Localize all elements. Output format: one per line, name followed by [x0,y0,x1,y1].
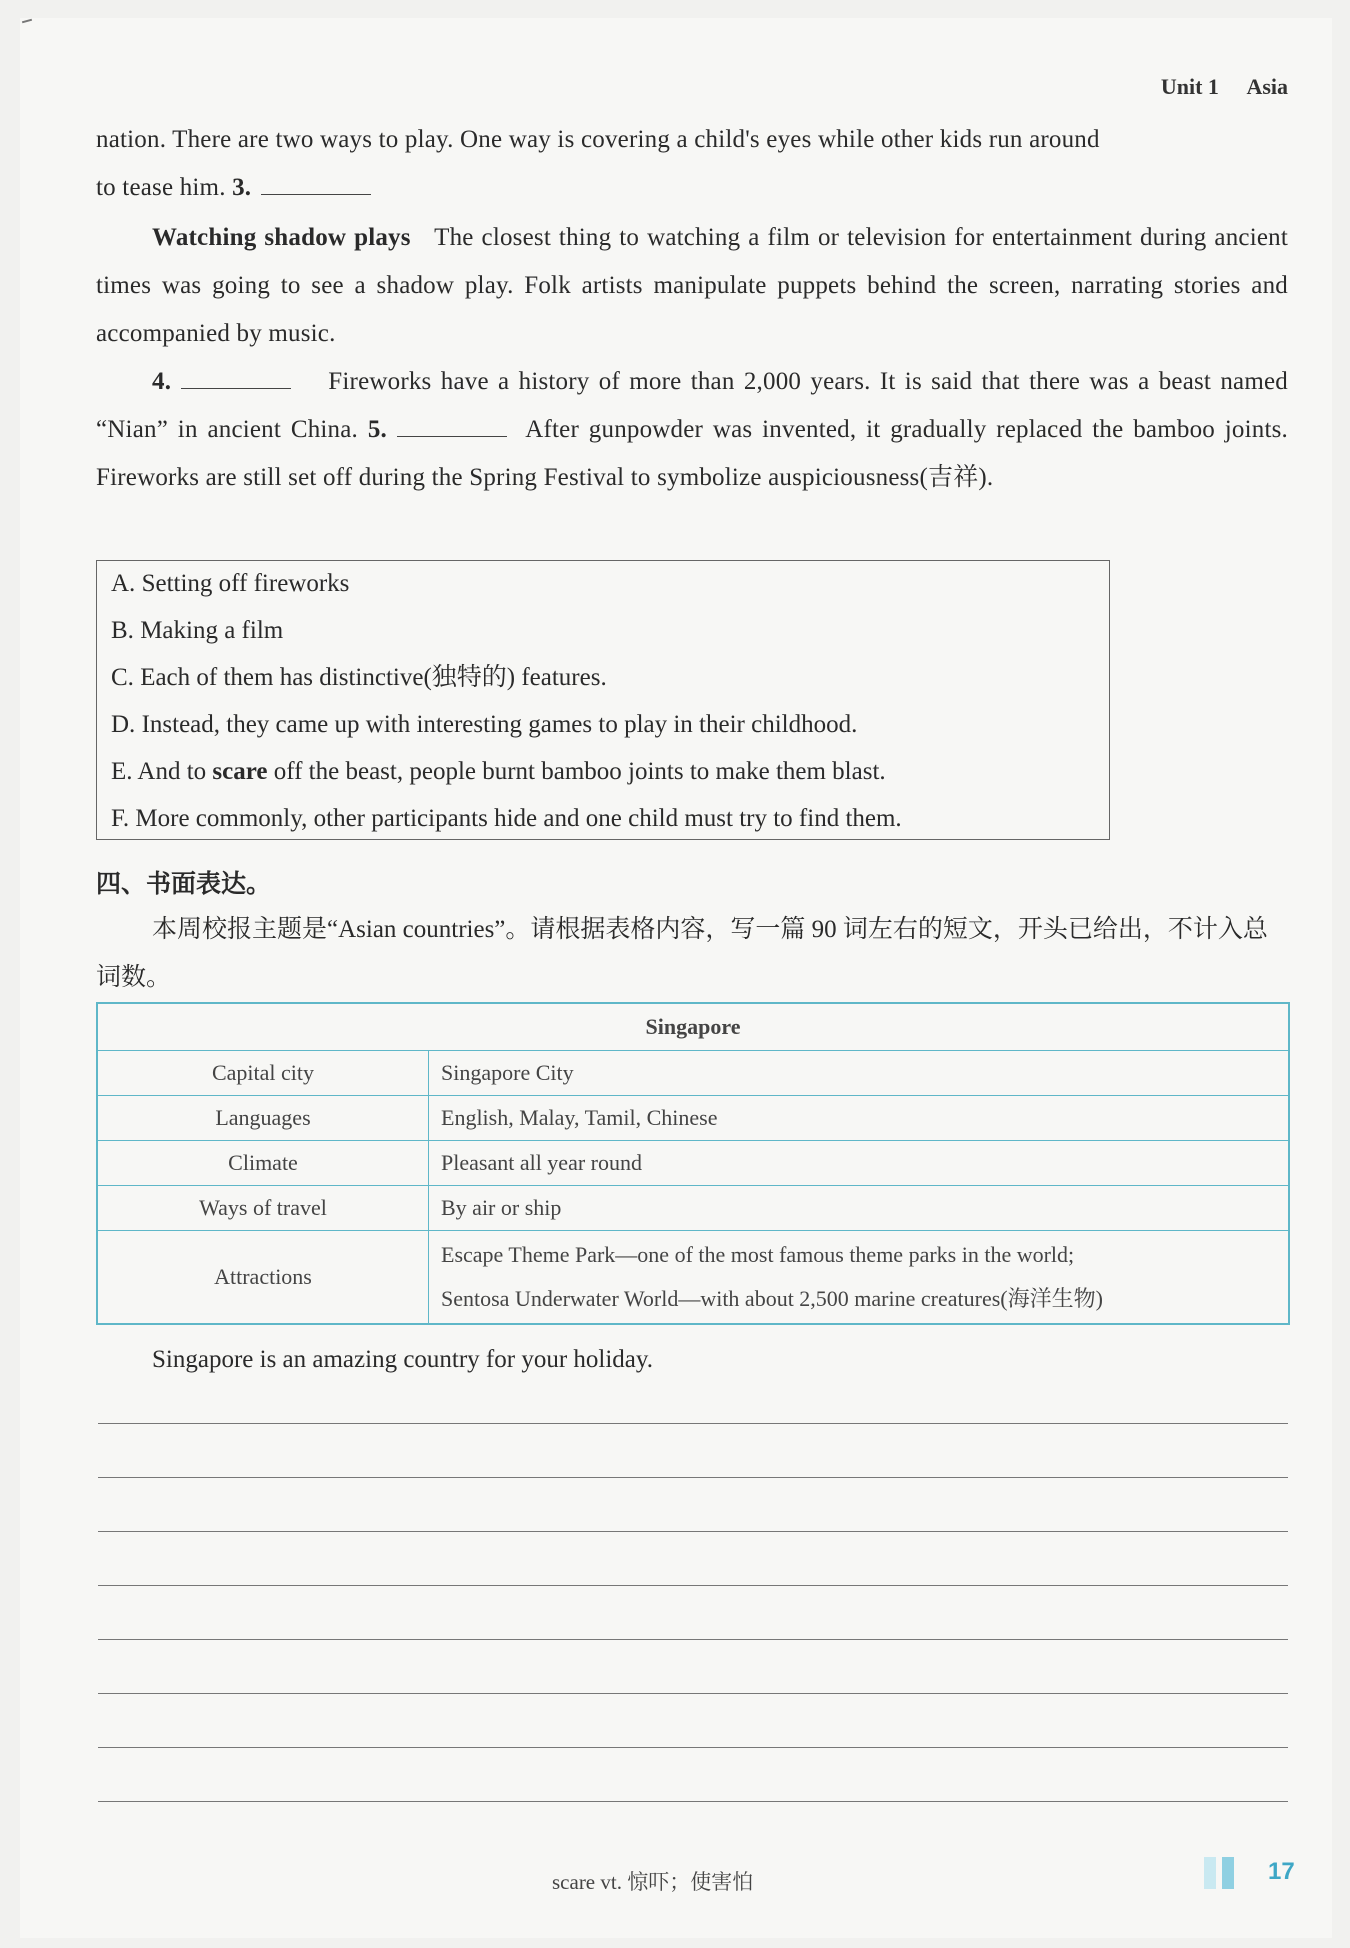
table-row: Attractions Escape Theme Park—one of the most famous theme parks in the world; Sentosa Underwater World—with about 2,500 marine creatures(海洋生物) [97,1231,1289,1325]
writing-line[interactable] [98,1531,1288,1532]
page-number: 17 [1268,1858,1295,1885]
passage-line: to tease him. [96,174,226,201]
passage-paragraph-2 [96,214,1288,358]
writing-line[interactable] [98,1585,1288,1586]
passage-paragraph-1 [96,116,1288,212]
passage-paragraph-3 [96,358,1288,502]
option-a: A. Setting off fireworks [111,570,350,597]
option-b: B. Making a film [111,617,284,644]
table-row: Capital city Singapore City [97,1051,1289,1096]
passage-text: Fireworks have a history of more than 2,000 years. It is said that there was a beast named “Nian” in ancient China. [96,368,1288,443]
writing-line[interactable] [98,1423,1288,1424]
page-bar-dark [1222,1857,1234,1889]
blank-number: 5. [367,416,387,443]
vocab-gloss: scare vt. 惊吓；使害怕 [552,1870,754,1894]
unit-title: Asia [1246,74,1288,99]
essay-starter: Singapore is an amazing country for your holiday. [152,1346,654,1373]
table-row: Climate Pleasant all year round [97,1141,1289,1186]
answer-blank-5[interactable] [397,416,507,437]
answer-blank-4[interactable] [181,368,291,389]
option-d: D. Instead, they came up with interesting games to play in their childhood. [111,711,858,738]
table-heading: Singapore [97,1003,1289,1051]
attraction-item: Sentosa Underwater World—with about 2,500 marine creatures(海洋生物) [441,1286,1103,1311]
writing-line[interactable] [98,1639,1288,1640]
table-row: Languages English, Malay, Tamil, Chinese [97,1096,1289,1141]
blank-number: 4. [152,368,172,395]
passage-text: The closest thing to watching a film or television for entertainment during ancient times was going to see a shadow play. Folk artists manipulate puppets behind the screen, narrating stories and accompanied by music. [96,224,1288,347]
page-header [1139,74,1288,100]
passage-line: nation. There are two ways to play. One way is covering a child's eyes while other kids run around [96,126,1100,153]
option-f: F. More commonly, other participants hide and one child must try to find them. [111,805,902,832]
attraction-item: Escape Theme Park—one of the most famous theme parks in the world; [441,1242,1075,1267]
singapore-table [96,1002,1290,1325]
unit-label: Unit 1 [1160,74,1219,99]
page-bar-light [1204,1857,1216,1889]
table-row: Ways of travel By air or ship [97,1186,1289,1231]
writing-line[interactable] [98,1693,1288,1694]
option-c: C. Each of them has distinctive(独特的) features. [111,664,607,691]
option-e: E. And to scare off the beast, people burnt bamboo joints to make them blast. [111,758,886,785]
section-instruction: 本周校报主题是“Asian countries”。请根据表格内容，写一篇 90 词左右的短文，开头已给出，不计入总词数。 [96,916,1268,991]
paragraph-heading: Watching shadow plays [152,224,411,251]
blank-number: 3. [232,174,252,201]
writing-line[interactable] [98,1801,1288,1802]
section-title: 四、书面表达。 [96,871,272,898]
writing-line[interactable] [98,1477,1288,1478]
options-box [96,560,1110,840]
passage-text: After gunpowder was invented, it gradually replaced the bamboo joints. Fireworks are still set off during the Spring Festival to symbolize auspiciousness(吉祥). [96,416,1289,491]
answer-blank-3[interactable] [261,174,371,195]
writing-line[interactable] [98,1747,1288,1748]
